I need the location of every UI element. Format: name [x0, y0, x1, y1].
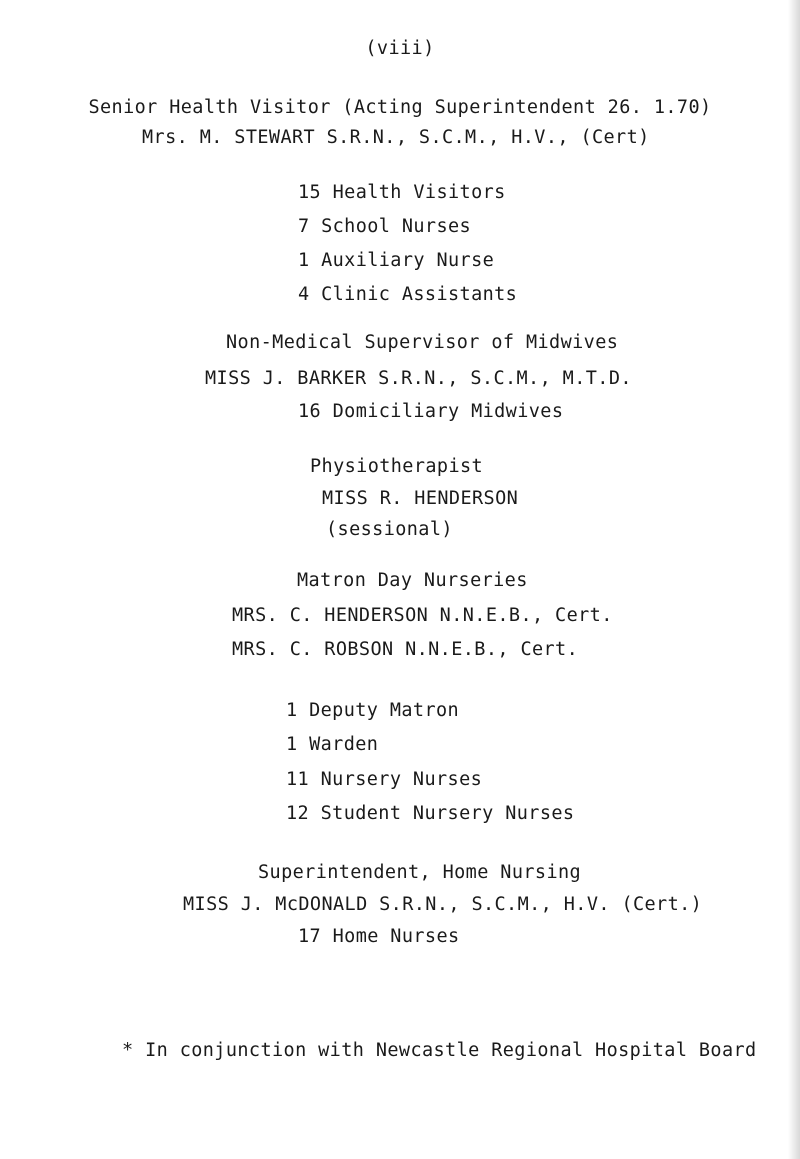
staff-line: 1 Auxiliary Nurse [298, 250, 495, 271]
footnote: * In conjunction with Newcastle Regional Hospital Board [122, 1040, 757, 1061]
physio-note: (sessional) [326, 519, 453, 540]
home-nursing-name: MISS J. McDONALD S.R.N., S.C.M., H.V. (Cert.) [183, 894, 703, 915]
senior-hv-name: Mrs. M. STEWART S.R.N., S.C.M., H.V., (Cert) [142, 127, 650, 148]
nurseries-title: Matron Day Nurseries [297, 570, 528, 591]
page-edge-shadow [788, 0, 800, 1159]
staff-line: 1 Deputy Matron [286, 700, 460, 721]
staff-line: 11 Nursery Nurses [286, 769, 483, 790]
physio-title: Physiotherapist [310, 456, 484, 477]
midwives-title: Non-Medical Supervisor of Midwives [226, 332, 619, 353]
nurseries-name: MRS. C. HENDERSON N.N.E.B., Cert. [232, 605, 613, 626]
staff-line: 17 Home Nurses [298, 926, 460, 947]
staff-line: 15 Health Visitors [298, 182, 506, 203]
staff-line: 7 School Nurses [298, 216, 472, 237]
staff-line: 4 Clinic Assistants [298, 284, 518, 305]
home-nursing-title: Superintendent, Home Nursing [258, 862, 582, 883]
senior-hv-title: Senior Health Visitor (Acting Superintendent 26. 1.70) [88, 97, 712, 118]
physio-name: MISS R. HENDERSON [322, 488, 519, 509]
staff-line: 1 Warden [286, 734, 379, 755]
staff-line: 16 Domiciliary Midwives [298, 401, 564, 422]
nurseries-name: MRS. C. ROBSON N.N.E.B., Cert. [232, 639, 579, 660]
midwives-name: MISS J. BARKER S.R.N., S.C.M., M.T.D. [205, 368, 632, 389]
staff-line: 12 Student Nursery Nurses [286, 803, 575, 824]
page-number: (viii) [365, 38, 435, 59]
